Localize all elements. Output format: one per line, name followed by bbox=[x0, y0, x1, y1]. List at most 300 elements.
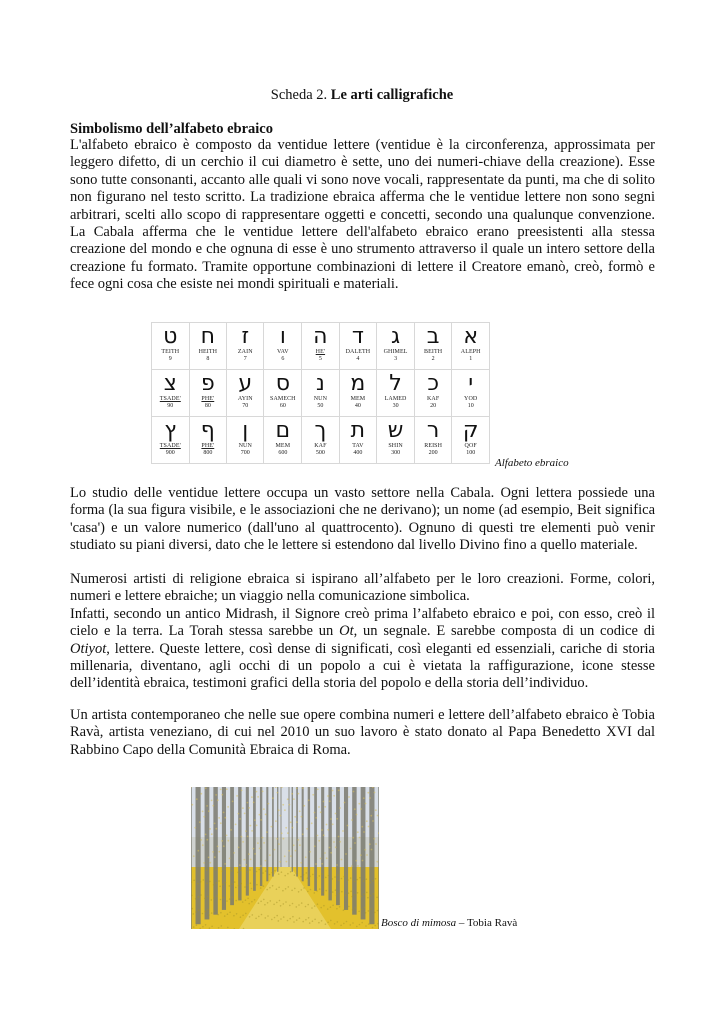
letter-name: REISH bbox=[424, 443, 443, 449]
painting-ground-dot bbox=[193, 913, 195, 915]
painting-leaf bbox=[335, 813, 337, 815]
painting-leaf bbox=[227, 806, 229, 808]
letter-value: 900 bbox=[165, 450, 175, 456]
letter-glyph: ף bbox=[200, 418, 215, 443]
painting-ground-dot bbox=[325, 877, 327, 879]
painting-leaf bbox=[344, 802, 346, 804]
painting-ground-dot bbox=[374, 912, 376, 914]
painting-leaf bbox=[368, 826, 370, 828]
letter-cell bbox=[339, 370, 377, 417]
painting-ground-dot bbox=[271, 872, 273, 874]
painting-ground-dot bbox=[340, 925, 342, 927]
painting-ground-dot bbox=[278, 920, 280, 922]
painting-trunk bbox=[272, 787, 274, 877]
painting-ground-dot bbox=[356, 879, 358, 881]
painting-leaf bbox=[215, 794, 217, 796]
painting-ground-dot bbox=[280, 905, 282, 907]
painting-ground-dot bbox=[343, 923, 345, 925]
painting-ground-dot bbox=[207, 909, 209, 911]
painting-trunk bbox=[196, 787, 201, 924]
painting-ground-dot bbox=[265, 870, 267, 872]
letter-glyph: נ bbox=[315, 371, 325, 396]
painting-ground-dot bbox=[271, 919, 273, 921]
painting-ground-dot bbox=[200, 881, 202, 883]
painting-leaf bbox=[336, 818, 338, 820]
painting-leaf bbox=[235, 824, 237, 826]
artwork-separator: – bbox=[456, 917, 467, 929]
painting-leaf bbox=[221, 840, 223, 842]
painting-leaf bbox=[367, 792, 369, 794]
painting-ground-dot bbox=[305, 919, 307, 921]
artwork-artist: Tobia Ravà bbox=[466, 917, 518, 929]
painting-ground-dot bbox=[377, 923, 379, 925]
painting-ground-dot bbox=[369, 882, 371, 884]
painting-leaf bbox=[299, 844, 301, 846]
painting-leaf bbox=[285, 827, 287, 829]
painting-ground-dot bbox=[343, 909, 345, 911]
painting-leaf bbox=[298, 793, 300, 795]
painting-ground-dot bbox=[208, 914, 210, 916]
painting-ground-dot bbox=[218, 880, 220, 882]
letter-name: QOF bbox=[464, 443, 477, 449]
painting-trunk bbox=[205, 787, 210, 919]
painting-ground-dot bbox=[240, 870, 242, 872]
painting-ground-dot bbox=[306, 872, 308, 874]
painting-leaf bbox=[297, 839, 299, 841]
letter-name: TEITH bbox=[161, 349, 180, 355]
painting-ground-dot bbox=[236, 913, 238, 915]
painting-leaf bbox=[241, 836, 243, 838]
paragraph-midrash bbox=[70, 606, 655, 693]
painting-ground-dot bbox=[350, 877, 352, 879]
painting-ground-dot bbox=[318, 922, 320, 924]
painting-ground-dot bbox=[238, 898, 240, 900]
painting-ground-dot bbox=[316, 877, 318, 879]
painting-leaf bbox=[250, 859, 252, 861]
letter-value: 500 bbox=[315, 450, 325, 456]
letter-value: 800 bbox=[203, 450, 213, 456]
painting-ground-dot bbox=[325, 923, 327, 925]
painting-leaf bbox=[211, 833, 213, 835]
painting-leaf bbox=[370, 815, 372, 817]
painting-trunk bbox=[277, 787, 278, 872]
letter-name: GHIMEL bbox=[383, 349, 408, 355]
painting-ground-dot bbox=[350, 924, 352, 926]
painting-ground-dot bbox=[338, 893, 340, 895]
painting-leaf bbox=[202, 811, 204, 813]
painting-ground-dot bbox=[216, 895, 218, 897]
painting-ground-dot bbox=[314, 919, 316, 921]
painting-leaf bbox=[272, 797, 274, 799]
letter-cell bbox=[302, 370, 339, 417]
painting-ground-dot bbox=[207, 896, 209, 898]
painting-ground-dot bbox=[338, 880, 340, 882]
painting-ground-dot bbox=[372, 880, 374, 882]
painting-leaf bbox=[366, 820, 368, 822]
painting-ground-dot bbox=[361, 909, 363, 911]
painting-leaf bbox=[295, 850, 297, 852]
painting-ground-dot bbox=[347, 879, 349, 881]
painting-trunk bbox=[369, 787, 374, 924]
painting-ground-dot bbox=[358, 911, 360, 913]
painting-ground-dot bbox=[354, 894, 356, 896]
painting-leaf bbox=[332, 790, 334, 792]
letter-cell bbox=[302, 323, 339, 370]
painting-leaf bbox=[366, 854, 368, 856]
painting-ground-dot bbox=[325, 890, 327, 892]
painting-leaf bbox=[318, 840, 320, 842]
painting-ground-dot bbox=[214, 910, 216, 912]
painting-ground-dot bbox=[209, 881, 211, 883]
painting-leaf bbox=[317, 835, 319, 837]
alphabet-caption: Alfabeto ebraico bbox=[495, 457, 569, 469]
letter-name: ZAIN bbox=[237, 349, 253, 355]
letter-name: ALEPH bbox=[460, 349, 481, 355]
painting-ground-dot bbox=[219, 886, 221, 888]
painting-leaf bbox=[293, 844, 295, 846]
painting-ground-dot bbox=[253, 886, 255, 888]
painting-leaf bbox=[245, 864, 247, 866]
painting-ground-dot bbox=[244, 886, 246, 888]
painting-ground-dot bbox=[314, 905, 316, 907]
painting-ground-dot bbox=[211, 899, 213, 901]
painting-ground-dot bbox=[332, 905, 334, 907]
letter-cell bbox=[414, 323, 452, 370]
letter-value: 10 bbox=[467, 403, 474, 409]
painting-ground-dot bbox=[193, 926, 195, 928]
letter-glyph: ט bbox=[163, 324, 178, 349]
painting-leaf bbox=[263, 842, 265, 844]
painting-ground-dot bbox=[319, 875, 321, 877]
painting-ground-dot bbox=[337, 874, 339, 876]
painting-ground-dot bbox=[264, 904, 266, 906]
letter-glyph: א bbox=[463, 324, 479, 349]
letter-glyph: ל bbox=[389, 371, 402, 396]
painting-ground-dot bbox=[328, 875, 330, 877]
painting-ground-dot bbox=[280, 918, 282, 920]
painting-leaf bbox=[287, 798, 289, 800]
midrash-text-2: , un segnale. E sarebbe composta di un codice di bbox=[353, 623, 655, 640]
painting-leaf bbox=[330, 852, 332, 854]
painting-ground-dot bbox=[285, 901, 287, 903]
painting-leaf bbox=[208, 810, 210, 812]
letter-cell bbox=[339, 417, 377, 464]
alphabet-row bbox=[152, 323, 490, 370]
painting-leaf bbox=[296, 821, 298, 823]
painting-leaf bbox=[289, 804, 291, 806]
painting-leaf bbox=[356, 814, 358, 816]
painting-ground-dot bbox=[222, 870, 224, 872]
letter-cell bbox=[152, 370, 190, 417]
letter-name: KAF bbox=[426, 396, 440, 402]
letter-value: 7 bbox=[243, 356, 247, 362]
letter-glyph: י bbox=[468, 371, 474, 396]
painting-ground-dot bbox=[361, 895, 363, 897]
painting-ground-dot bbox=[284, 875, 286, 877]
painting-ground-dot bbox=[281, 871, 283, 873]
painting-ground-dot bbox=[204, 911, 206, 913]
painting-ground-dot bbox=[314, 892, 316, 894]
painting-trunk bbox=[191, 787, 192, 929]
painting-ground-dot bbox=[256, 871, 258, 873]
painting-leaf bbox=[350, 848, 352, 850]
painting-leaf bbox=[214, 823, 216, 825]
letter-cell bbox=[227, 323, 264, 370]
painting-leaf bbox=[351, 865, 353, 867]
painting-trunk bbox=[260, 787, 262, 886]
painting-leaf bbox=[371, 849, 373, 851]
painting-leaf bbox=[309, 851, 311, 853]
painting-leaf bbox=[321, 863, 323, 865]
painting-ground-dot bbox=[329, 893, 331, 895]
painting-ground-dot bbox=[261, 914, 263, 916]
painting-leaf bbox=[362, 860, 364, 862]
painting-ground-dot bbox=[283, 916, 285, 918]
painting-leaf bbox=[229, 858, 231, 860]
painting-ground-dot bbox=[339, 906, 341, 908]
painting-ground-dot bbox=[343, 876, 345, 878]
painting-trunk bbox=[378, 787, 379, 929]
painting-leaf bbox=[320, 858, 322, 860]
painting-leaf bbox=[208, 857, 210, 859]
painting-leaf bbox=[353, 791, 355, 793]
painting-ground-dot bbox=[274, 870, 276, 872]
painting-ground-dot bbox=[217, 914, 219, 916]
letter-name: NUN bbox=[238, 443, 252, 449]
painting-leaf bbox=[314, 845, 316, 847]
painting-leaf bbox=[291, 793, 293, 795]
painting-leaf bbox=[374, 792, 376, 794]
painting-ground-dot bbox=[260, 901, 262, 903]
painting-leaf bbox=[232, 801, 234, 803]
painting-ground-dot bbox=[227, 913, 229, 915]
painting-ground-dot bbox=[250, 882, 252, 884]
painting-leaf bbox=[301, 816, 303, 818]
painting-ground-dot bbox=[363, 880, 365, 882]
painting-trunk bbox=[222, 787, 226, 910]
painting-leaf bbox=[360, 808, 362, 810]
painting-ground-dot bbox=[258, 869, 260, 871]
painting-leaf bbox=[306, 828, 308, 830]
painting-leaf bbox=[330, 818, 332, 820]
painting-leaf bbox=[369, 843, 371, 845]
painting-ground-dot bbox=[258, 902, 260, 904]
painting-leaf bbox=[217, 846, 219, 848]
painting-ground-dot bbox=[376, 897, 378, 899]
painting-ground-dot bbox=[191, 908, 193, 910]
painting-leaf bbox=[194, 827, 196, 829]
painting-leaf bbox=[251, 796, 253, 798]
painting-leaf bbox=[286, 861, 288, 863]
painting-leaf bbox=[345, 853, 347, 855]
painting-leaf bbox=[205, 787, 207, 789]
painting-leaf bbox=[355, 860, 357, 862]
painting-leaf bbox=[238, 813, 240, 815]
painting-ground-dot bbox=[224, 869, 226, 871]
painting-ground-dot bbox=[292, 903, 294, 905]
painting-ground-dot bbox=[279, 900, 281, 902]
painting-leaf bbox=[347, 825, 349, 827]
painting-ground-dot bbox=[292, 916, 294, 918]
painting-trunk bbox=[314, 787, 317, 891]
letter-cell bbox=[452, 417, 490, 464]
painting-ground-dot bbox=[374, 925, 376, 927]
painting-ground-dot bbox=[290, 871, 292, 873]
painting-ground-dot bbox=[320, 907, 322, 909]
painting-ground-dot bbox=[269, 874, 271, 876]
letter-glyph: ר bbox=[426, 418, 440, 443]
letter-name: KAF bbox=[314, 443, 327, 449]
painting-leaf bbox=[212, 805, 214, 807]
painting-ground-dot bbox=[296, 919, 298, 921]
painting-leaf bbox=[363, 831, 365, 833]
painting-leaf bbox=[203, 816, 205, 818]
letter-cell bbox=[227, 370, 264, 417]
painting-ground-dot bbox=[206, 869, 208, 871]
letter-name: HE' bbox=[315, 349, 326, 355]
painting-leaf bbox=[290, 855, 292, 857]
painting-ground-dot bbox=[245, 899, 247, 901]
painting-leaf bbox=[223, 812, 225, 814]
painting-leaf bbox=[357, 865, 359, 867]
letter-value: 30 bbox=[392, 403, 399, 409]
painting-ground-dot bbox=[293, 921, 295, 923]
painting-leaf bbox=[262, 837, 264, 839]
letter-value: 700 bbox=[240, 450, 250, 456]
painting-leaf bbox=[327, 795, 329, 797]
letter-cell bbox=[377, 417, 415, 464]
painting-ground-dot bbox=[368, 923, 370, 925]
painting-ground-dot bbox=[251, 901, 253, 903]
painting-ground-dot bbox=[265, 917, 267, 919]
painting-ground-dot bbox=[213, 884, 215, 886]
painting-trunk bbox=[361, 787, 366, 919]
letter-name: VAV bbox=[276, 349, 289, 355]
letter-cell bbox=[264, 370, 302, 417]
painting-ground-dot bbox=[372, 927, 374, 929]
painting-ground-dot bbox=[309, 876, 311, 878]
painting-leaf bbox=[269, 854, 271, 856]
painting-leaf bbox=[250, 825, 252, 827]
letter-glyph: ע bbox=[238, 371, 253, 396]
painting-ground-dot bbox=[262, 872, 264, 874]
painting-leaf bbox=[372, 820, 374, 822]
painting-ground-dot bbox=[269, 887, 271, 889]
painting-trunk bbox=[296, 787, 298, 877]
painting-ground-dot bbox=[357, 892, 359, 894]
painting-leaf bbox=[253, 848, 255, 850]
painting-ground-dot bbox=[327, 908, 329, 910]
painting-leaf bbox=[223, 845, 225, 847]
painting-leaf bbox=[226, 835, 228, 837]
painting-ground-dot bbox=[247, 898, 249, 900]
painting-ground-dot bbox=[307, 891, 309, 893]
painting-leaf bbox=[199, 821, 201, 823]
painting-leaf bbox=[361, 826, 363, 828]
painting-leaf bbox=[191, 804, 193, 806]
painting-ground-dot bbox=[336, 895, 338, 897]
painting-ground-dot bbox=[332, 878, 334, 880]
painting-ground-dot bbox=[234, 881, 236, 883]
painting-leaf bbox=[354, 842, 356, 844]
painting-leaf bbox=[224, 817, 226, 819]
letter-cell bbox=[264, 417, 302, 464]
painting-leaf bbox=[220, 789, 222, 791]
painting-leaf bbox=[259, 848, 261, 850]
painting-leaf bbox=[358, 803, 360, 805]
painting-ground-dot bbox=[373, 893, 375, 895]
painting-leaf bbox=[196, 798, 198, 800]
letter-glyph: ש bbox=[387, 418, 404, 443]
painting-ground-dot bbox=[195, 911, 197, 913]
painting-trunk bbox=[281, 787, 282, 867]
letter-name: HEITH bbox=[198, 349, 218, 355]
painting-image bbox=[191, 787, 379, 929]
letter-glyph: ס bbox=[275, 371, 290, 396]
letter-glyph: ץ bbox=[164, 418, 177, 443]
letter-name: LAMED bbox=[384, 396, 407, 402]
painting-leaf bbox=[200, 839, 202, 841]
painting-leaf bbox=[339, 807, 341, 809]
painting-ground-dot bbox=[272, 885, 274, 887]
painting-ground-dot bbox=[330, 920, 332, 922]
painting-ground-dot bbox=[221, 925, 223, 927]
painting-leaf bbox=[279, 861, 281, 863]
letter-value: 20 bbox=[430, 403, 437, 409]
painting-trunk bbox=[230, 787, 234, 905]
painting-leaf bbox=[251, 830, 253, 832]
letter-cell bbox=[414, 370, 452, 417]
painting-leaf bbox=[277, 792, 279, 794]
painting-ground-dot bbox=[308, 917, 310, 919]
letter-glyph: ג bbox=[391, 324, 401, 349]
letter-glyph: ק bbox=[462, 418, 479, 443]
painting-leaf bbox=[354, 808, 356, 810]
painting-leaf bbox=[324, 806, 326, 808]
painting-leaf bbox=[266, 831, 268, 833]
painting-leaf bbox=[280, 815, 282, 817]
painting-ground-dot bbox=[348, 892, 350, 894]
paragraph-artists bbox=[70, 571, 655, 693]
letter-name: DALETH bbox=[345, 349, 371, 355]
letter-cell bbox=[227, 417, 264, 464]
letter-name: NUN bbox=[313, 396, 328, 402]
painting-ground-dot bbox=[251, 888, 253, 890]
letter-glyph: ח bbox=[200, 324, 216, 349]
letter-cell bbox=[302, 417, 339, 464]
painting-leaf bbox=[375, 809, 377, 811]
letter-value: 200 bbox=[428, 450, 438, 456]
painting-ground-dot bbox=[370, 895, 372, 897]
painting-ground-dot bbox=[273, 904, 275, 906]
letter-glyph: ך bbox=[314, 418, 327, 443]
painting-leaf bbox=[299, 810, 301, 812]
painting-leaf bbox=[265, 814, 267, 816]
painting-ground-dot bbox=[345, 908, 347, 910]
painting-ground-dot bbox=[222, 897, 224, 899]
painting-leaf bbox=[288, 850, 290, 852]
painting-leaf bbox=[364, 849, 366, 851]
painting-ground-dot bbox=[242, 901, 244, 903]
painting-ground-dot bbox=[301, 902, 303, 904]
painting-leaf bbox=[206, 805, 208, 807]
painting-leaf bbox=[247, 802, 249, 804]
letter-name: MEM bbox=[275, 443, 291, 449]
painting-leaf bbox=[256, 825, 258, 827]
painting-leaf bbox=[281, 832, 283, 834]
painting-leaf bbox=[218, 851, 220, 853]
painting-leaf bbox=[227, 840, 229, 842]
